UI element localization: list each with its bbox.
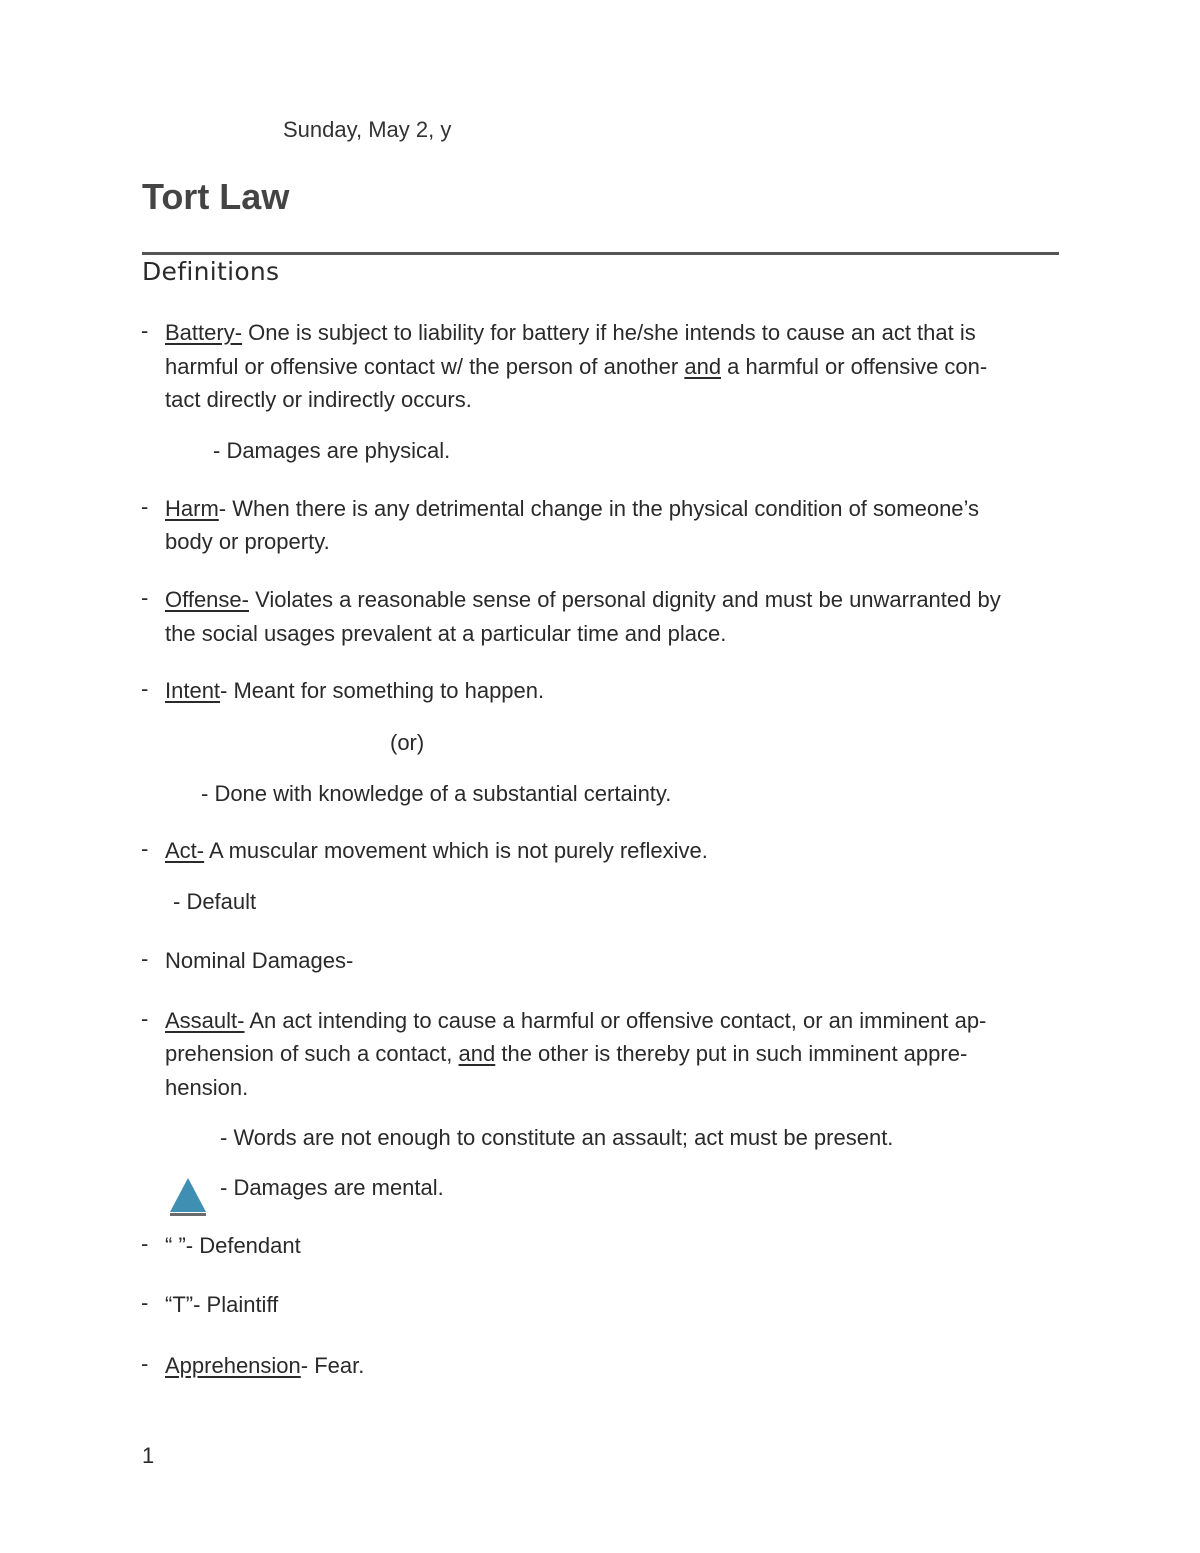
harm-line-2: body or property. [165,529,330,554]
battery-text-2b: a harmful or offensive con- [721,354,988,379]
harm-line-1 [165,492,979,526]
act-text-1: A muscular movement which is not purely reflexive. [204,838,708,863]
bullet-dash: - [141,318,149,343]
assault-line-2 [165,1037,967,1071]
intent-or: (or) [390,730,425,755]
bullet-dash: - [141,494,149,519]
assault-line-1 [165,1004,986,1038]
plaintiff-line-1: “T”- Plaintiff [165,1292,279,1317]
assault-text-2b: the other is thereby put in such imminent appre- [495,1041,968,1066]
act-line-1 [165,834,708,868]
bullet-dash: - [141,1290,149,1315]
assault-note-2: - Damages are mental. [220,1175,444,1200]
term-battery: Battery- [165,320,243,345]
apprehension-line-1 [165,1349,364,1383]
assault-text-2a: prehension of such a contact, [165,1041,459,1066]
intent-text-1: - Meant for something to happen. [220,678,545,703]
bullet-dash: - [141,585,149,610]
assault-text-1: An act intending to cause a harmful or offensive contact, or an imminent ap- [244,1008,987,1033]
harm-text-1: - When there is any detrimental change in the physical condition of someone’s [218,496,980,521]
assault-and: and [458,1041,496,1066]
battery-text-1: One is subject to liability for battery if he/she intends to cause an act that is [242,320,976,345]
term-act: Act- [165,838,205,863]
page-title: Tort Law [142,176,290,217]
assault-note-1: - Words are not enough to constitute an assault; act must be present. [220,1125,894,1150]
bullet-dash: - [141,1351,149,1376]
bullet-dash: - [141,836,149,861]
title-divider [142,252,1059,255]
battery-note: - Damages are physical. [213,438,451,463]
bullet-dash: - [141,676,149,701]
act-note: - Default [173,889,257,914]
offense-line-2: the social usages prevalent at a particular time and place. [165,621,727,646]
offense-line-1 [165,583,1001,617]
defendant-line-1: “ ”- Defendant [165,1233,301,1258]
offense-text-1: Violates a reasonable sense of personal dignity and must be unwarranted by [248,587,1001,612]
date-line: Sunday, May 2, y [283,117,452,142]
battery-and: and [684,354,722,379]
assault-line-3: hension. [165,1075,249,1100]
battery-text-2a: harmful or offensive contact w/ the person of another [165,354,685,379]
term-assault: Assault- [165,1008,245,1033]
term-harm: Harm [165,496,219,521]
section-heading: Definitions [142,257,280,286]
bullet-dash: - [141,1231,149,1256]
term-offense: Offense- [165,587,249,612]
warning-triangle-icon [168,1176,208,1218]
battery-line-1 [165,316,976,350]
nominal-line-1: Nominal Damages- [165,948,354,973]
battery-line-3: tact directly or indirectly occurs. [165,387,472,412]
term-apprehension: Apprehension [165,1353,301,1378]
battery-line-2 [165,350,987,384]
bullet-dash: - [141,1006,149,1031]
intent-line-1 [165,674,544,708]
page-number: 1 [142,1443,155,1468]
apprehension-text-1: - Fear. [300,1353,365,1378]
intent-note: - Done with knowledge of a substantial certainty. [201,781,672,806]
bullet-dash: - [141,946,149,971]
term-intent: Intent [165,678,221,703]
